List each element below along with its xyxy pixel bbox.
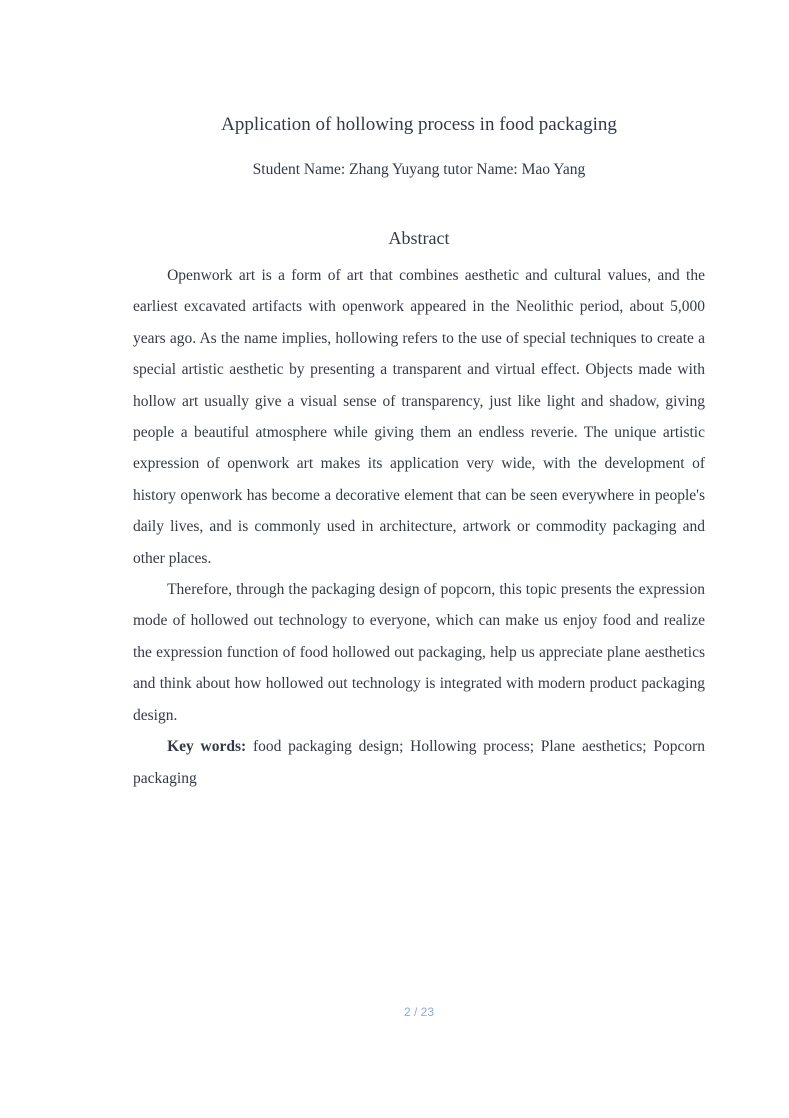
abstract-paragraph-1: Openwork art is a form of art that combines aesthetic and cultural values, and the earliest excavated artifacts with openwork appeared in the Neolithic period, about 5,000 years ago. As the name implies, hollowing refers to the use of special techniques to create a special artistic aesthetic by presenting a transparent and virtual effect. Objects made with hollow art usually give a visual sense of transparency, just like light and shadow, giving people a beautiful atmosphere while giving them an endless reverie. The unique artistic expression of openwork art makes its application very wide, with the development of history openwork has become a decorative element that can be seen everywhere in people's daily lives, and is commonly used in architecture, artwork or commodity packaging and other places. <box>133 267 705 567</box>
abstract-heading: Abstract <box>388 228 450 248</box>
abstract-paragraph-2: Therefore, through the packaging design of popcorn, this topic presents the expression mode of hollowed out technology to everyone, which can make us enjoy food and realize the expression function of food hollowed out packaging, help us appreciate plane aesthetics and think about how hollowed out technology is integrated with modern product packaging design. <box>133 581 705 724</box>
keywords-label: Key words: <box>167 738 247 756</box>
document-title: Application of hollowing process in food packaging <box>221 114 617 135</box>
keywords-text: food packaging design; Hollowing process; Plane aesthetics; Popcorn packaging <box>133 738 706 787</box>
author-byline: Student Name: Zhang Yuyang tutor Name: Mao Yang <box>252 161 586 178</box>
document-content <box>133 0 705 794</box>
page-number-indicator: 2 / 23 <box>403 1005 435 1019</box>
abstract-body <box>133 260 705 794</box>
keywords-line <box>133 731 705 794</box>
